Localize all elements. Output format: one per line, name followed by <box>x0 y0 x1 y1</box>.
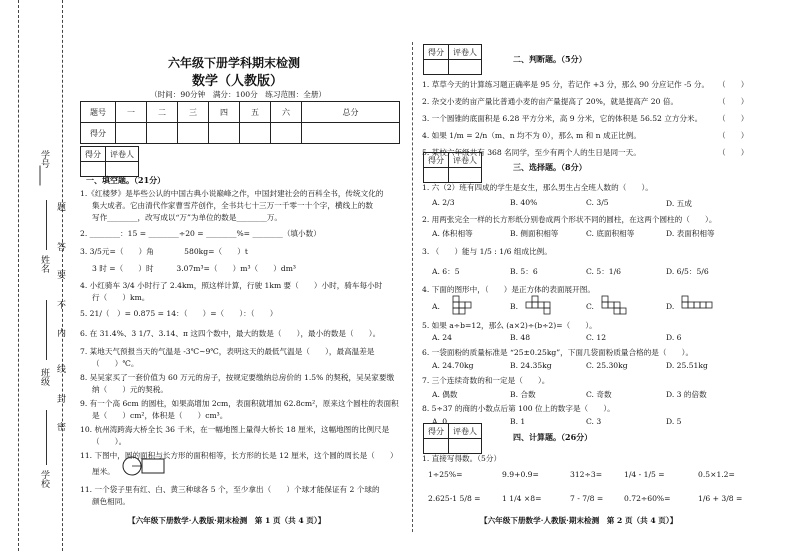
judge-2-answer[interactable]: （ ） <box>718 97 749 106</box>
score-header: 四 <box>209 102 240 123</box>
grader-name-cell[interactable] <box>449 439 482 454</box>
question-7-line-1: 7. 某地天气预报当天的气温是 -3℃~9℃，表明这天的最低气温是（ ），最高温差是 <box>80 347 375 356</box>
choice-1-opt-c[interactable]: C. 3/5 <box>586 198 609 207</box>
choice-2-opt-b[interactable]: B. 侧面积相等 <box>510 229 559 238</box>
score-header: 三 <box>178 102 209 123</box>
question-11-line-2: 厘米。 <box>92 467 115 476</box>
exam-subtitle: 数学（人教版） <box>192 74 284 89</box>
cube-net-b <box>524 295 558 317</box>
choice-6-opt-d[interactable]: D. 25.51kg <box>666 361 708 370</box>
judge-2: 2. 杂交小麦的亩产量比普通小麦的亩产量提高了 20%，就是提高产 20 倍。 <box>422 97 679 106</box>
grader-name-cell[interactable] <box>449 60 482 75</box>
class-underline <box>46 300 47 360</box>
grader-score-label: 得分 <box>424 45 449 60</box>
choice-7-opt-c[interactable]: C. 奇数 <box>586 390 612 399</box>
choice-8-opt-c[interactable]: C. 3 <box>586 417 602 426</box>
question-4-line-1: 4. 小红骑车 3/4 小时行了 2.4km，照这样计算，行驶 1km 要（ ）小时，骑车每小时 <box>80 281 383 290</box>
choice-5-opt-c[interactable]: C. 12 <box>586 333 607 342</box>
seal-char: 答 <box>57 243 67 253</box>
choice-4-opt-d[interactable]: D. <box>666 302 675 311</box>
choice-4-opt-a[interactable]: A. <box>432 302 440 311</box>
grader-box-4 <box>423 423 482 454</box>
judge-1: 1. 草草今天的计算练习题正确率是 95 分，若记作 +3 分，那么 90 分应记作 -5 分。 <box>422 80 710 89</box>
score-cell[interactable] <box>209 123 240 144</box>
calc-1-4: 1/4 - 1/5 = <box>624 470 665 479</box>
choice-5: 5. 如果 a÷b=12，那么 (a×2)÷(b÷2)=（ ）。 <box>422 321 597 330</box>
choice-7-opt-d[interactable]: D. 3 的倍数 <box>666 390 707 399</box>
calc-1-2: 9.9+0.9= <box>502 470 539 479</box>
grader-score-label: 得分 <box>424 424 449 439</box>
choice-5-opt-b[interactable]: B. 48 <box>510 333 531 342</box>
calc-1-1: 1÷25%= <box>428 470 463 479</box>
judge-3-answer[interactable]: （ ） <box>718 114 749 123</box>
choice-2-opt-c[interactable]: C. 底面积相等 <box>586 229 635 238</box>
judge-4: 4. 如果 1/m = 2/n（m、n 均不为 0），那么 m 和 n 成正比例。 <box>422 131 641 140</box>
question-1-line-2: 集大成者。它由清代作家曹雪芹创作，全书共七十三万一千零一十个字，横线上的数 <box>92 201 373 210</box>
calc-2-4: 0.72÷60%= <box>624 494 671 503</box>
score-cell[interactable] <box>271 123 302 144</box>
score-header: 五 <box>240 102 271 123</box>
question-9-line-2: 是（ ）cm²，体积是（ ）cm³。 <box>92 411 228 420</box>
choice-6: 6. 一袋面粉的质量标准是 “25±0.25kg”，下面几袋面粉质量合格的是（ ）。 <box>422 348 694 357</box>
calc-2-1: 2.625-1 5/8 = <box>428 494 481 503</box>
section-3-title: 三、选择题。（8分） <box>513 162 587 172</box>
score-cell[interactable] <box>302 123 400 144</box>
choice-8-opt-a[interactable]: A. 0 <box>432 417 448 426</box>
question-4-line-2: 行（ ）km。 <box>92 293 150 302</box>
cube-net-d <box>680 295 724 317</box>
question-10-line-2: （ ）。 <box>92 437 127 446</box>
seal-char: 封 <box>57 395 67 405</box>
calc-2-5: 1/6 + 3/8 = <box>698 494 743 503</box>
choice-2: 2. 用两张完全一样的长方形纸分别卷成两个形状不同的圆柱，在这两个圆柱的（ ）。 <box>422 215 717 224</box>
score-cell[interactable] <box>178 123 209 144</box>
score-table <box>80 101 400 144</box>
choice-3-opt-b[interactable]: B. 5：6 <box>510 267 538 276</box>
choice-1-opt-b[interactable]: B. 40% <box>510 198 538 207</box>
grader-score-cell[interactable] <box>424 439 449 454</box>
question-3-line-1: 3. 3/5元=（ ）角 580kg=（ ）t <box>80 247 248 256</box>
score-header: 二 <box>147 102 178 123</box>
question-12-line-1: 11. 一个袋子里有红、白、黄三种球各 5 个，至少拿出（ ）个球才能保证有 2 个球的 <box>80 485 380 494</box>
page-divider <box>412 42 413 532</box>
question-5: 5. 21/（ ）= 0.875 = 14：（ ）=（ ）：（ ） <box>80 309 278 318</box>
judge-1-answer[interactable]: （ ） <box>718 80 749 89</box>
choice-1-opt-d[interactable]: D. 五成 <box>666 199 692 208</box>
calc-2-3: 7 - 7/8 = <box>570 494 604 503</box>
score-cell[interactable] <box>240 123 271 144</box>
label-school: 学校 <box>39 470 49 488</box>
question-3-line-2: 3 时 =（ ）时 3.07m³=（ ）m³（ ）dm³ <box>92 264 296 273</box>
question-9-line-1: 9. 有一个高 6cm 的圆柱，如果高增加 2cm，表面积就增加 62.8cm²，原来这个圆柱的表面积 <box>80 399 399 408</box>
binding-line <box>18 0 19 551</box>
grader-box-2 <box>423 44 482 75</box>
choice-8-opt-b[interactable]: B. 1 <box>510 417 526 426</box>
choice-7-opt-a[interactable]: A. 偶数 <box>432 390 458 399</box>
grader-name-label: 评卷人 <box>449 45 482 60</box>
seal-char: 线 <box>57 365 67 375</box>
question-2: 2. ________：15 = ________÷20 = ________%= ________（填小数） <box>80 229 321 238</box>
judge-5: 5. 某校六年级共有 368 名同学，至少有两个人的生日是同一天。 <box>422 148 641 157</box>
grader-name-label: 评卷人 <box>449 153 482 168</box>
score-header: 题号 <box>81 102 116 123</box>
choice-2-opt-a[interactable]: A. 体积相等 <box>432 229 473 238</box>
label-student-no: 学号 <box>39 150 49 168</box>
question-7-line-2: （ ）℃。 <box>92 359 139 368</box>
score-cell[interactable] <box>116 123 147 144</box>
score-row-label: 得分 <box>81 123 116 144</box>
cube-net-a <box>448 295 478 317</box>
question-12-line-2: 颜色相同。 <box>92 497 130 506</box>
choice-4-opt-c[interactable]: C. <box>586 302 594 311</box>
judge-5-answer[interactable]: （ ） <box>718 148 749 157</box>
score-header: 总分 <box>302 102 400 123</box>
choice-4: 4. 下面的图形中，（ ）是正方体的表面展开图。 <box>422 285 595 294</box>
section-2-title: 二、判断题。（5分） <box>513 54 587 64</box>
score-cell[interactable] <box>147 123 178 144</box>
grader-name-label: 评卷人 <box>449 424 482 439</box>
grader-box-3 <box>423 152 482 183</box>
grader-name-label: 评卷人 <box>106 147 139 162</box>
choice-7: 7. 三个连续奇数的和一定是（ ）。 <box>422 376 550 385</box>
choice-6-opt-a[interactable]: A. 24.70kg <box>432 361 474 370</box>
choice-2-opt-d[interactable]: D. 表面积相等 <box>666 229 715 238</box>
section-1-title: 一、填空题。（21分） <box>86 175 166 185</box>
seal-char: 题 <box>57 203 67 213</box>
question-8-line-2: 纳（ ）元的契税。 <box>92 385 168 394</box>
section-4-title: 四、计算题。（26分） <box>513 432 593 442</box>
cube-net-c <box>600 295 634 317</box>
score-header: 六 <box>271 102 302 123</box>
school-underline <box>46 410 47 465</box>
seal-char: 不 <box>57 301 67 311</box>
calc-2-2: 1 1/4 ×8= <box>502 494 542 503</box>
question-11-line-1: 11. 下图中，圆的面积与长方形的面积相等，长方形的长是 12 厘米，这个圆的周长是（ ） <box>80 451 398 460</box>
choice-3: 3. （ ）能与 1/5 : 1/6 组成比例。 <box>422 247 552 256</box>
choice-8: 8. 5÷37 的商的小数点后第 100 位上的数字是（ ）。 <box>422 404 615 413</box>
choice-7-opt-b[interactable]: B. 合数 <box>510 390 536 399</box>
choice-5-opt-a[interactable]: A. 24 <box>432 333 452 342</box>
grader-score-label: 得分 <box>424 153 449 168</box>
calc-1-3: 312÷3= <box>570 470 603 479</box>
choice-3-opt-a[interactable]: A. 6：5 <box>432 267 460 276</box>
choice-5-opt-d[interactable]: D. 6 <box>666 333 682 342</box>
exam-meta: （时间：90分钟 满分：100分 练习范围：全册） <box>150 90 327 99</box>
choice-8-opt-d[interactable]: D. 5 <box>666 417 682 426</box>
choice-3-opt-d[interactable]: D. 6/5：5/6 <box>666 267 709 276</box>
calc-1-5: 0.5×1.2= <box>698 470 735 479</box>
exam-title: 六年级下册学科期末检测 <box>168 56 301 70</box>
grader-score-cell[interactable] <box>424 60 449 75</box>
choice-4-opt-b[interactable]: B. <box>510 302 518 311</box>
choice-6-opt-b[interactable]: B. 24.35kg <box>510 361 552 370</box>
question-8-line-1: 8. 吴吴家买了一套价值为 60 万元的房子，按规定要缴纳总房价的 1.5% 的契税，吴吴家要缴 <box>80 373 395 382</box>
seal-char: 内 <box>57 329 67 339</box>
choice-3-opt-c[interactable]: C. 5：1/6 <box>586 267 622 276</box>
seal-char: 要 <box>57 271 67 281</box>
label-class: 班级 <box>39 368 49 386</box>
seal-char: 密 <box>57 423 67 433</box>
footer-page-2: 【六年级下册数学·人教版·期末检测 第 2 页（共 4 页）】 <box>480 516 678 525</box>
choice-1-opt-a[interactable]: A. 2/3 <box>432 198 455 207</box>
choice-1: 1. 六（2）班有四成的学生是女生，那么男生占全班人数的（ ）。 <box>422 183 653 192</box>
grader-name-cell[interactable] <box>449 168 482 183</box>
question-1-line-3: 写作________，改写成以“万”为单位的数是________万。 <box>92 213 283 222</box>
grader-score-cell[interactable] <box>424 168 449 183</box>
calc-instruction: 1. 直接写得数。（5分） <box>422 454 502 463</box>
question-10-line-1: 10. 杭州湾跨海大桥全长 36 千米，在一幅地图上量得大桥长 18 厘米，这幅地图的比例尺是 <box>80 425 390 434</box>
grader-score-label: 得分 <box>81 147 106 162</box>
label-name: 姓名 <box>39 255 49 273</box>
question-6: 6. 在 31.4%、3 1/7、3.14、π 这四个数中，最大的数是（ ），最小的数是（ ）。 <box>80 329 381 338</box>
judge-4-answer[interactable]: （ ） <box>718 131 749 140</box>
score-header: 一 <box>116 102 147 123</box>
judge-3: 3. 一个圆锥的底面积是 6.28 平方分米，高 9 分米，它的体积是 56.52 立方分米。 <box>422 114 703 123</box>
circle-rectangle-figure <box>122 455 166 477</box>
choice-6-opt-c[interactable]: C. 25.30kg <box>586 361 628 370</box>
name-underline <box>46 200 47 250</box>
question-1-line-1: 1.《红楼梦》是毕些公认的中国古典小说巅峰之作，中国封建社会的百科全书，传统文化的 <box>80 189 384 198</box>
footer-page-1: 【六年级下册数学·人教版·期末检测 第 1 页（共 4 页）】 <box>128 516 326 525</box>
grader-box <box>80 146 139 177</box>
